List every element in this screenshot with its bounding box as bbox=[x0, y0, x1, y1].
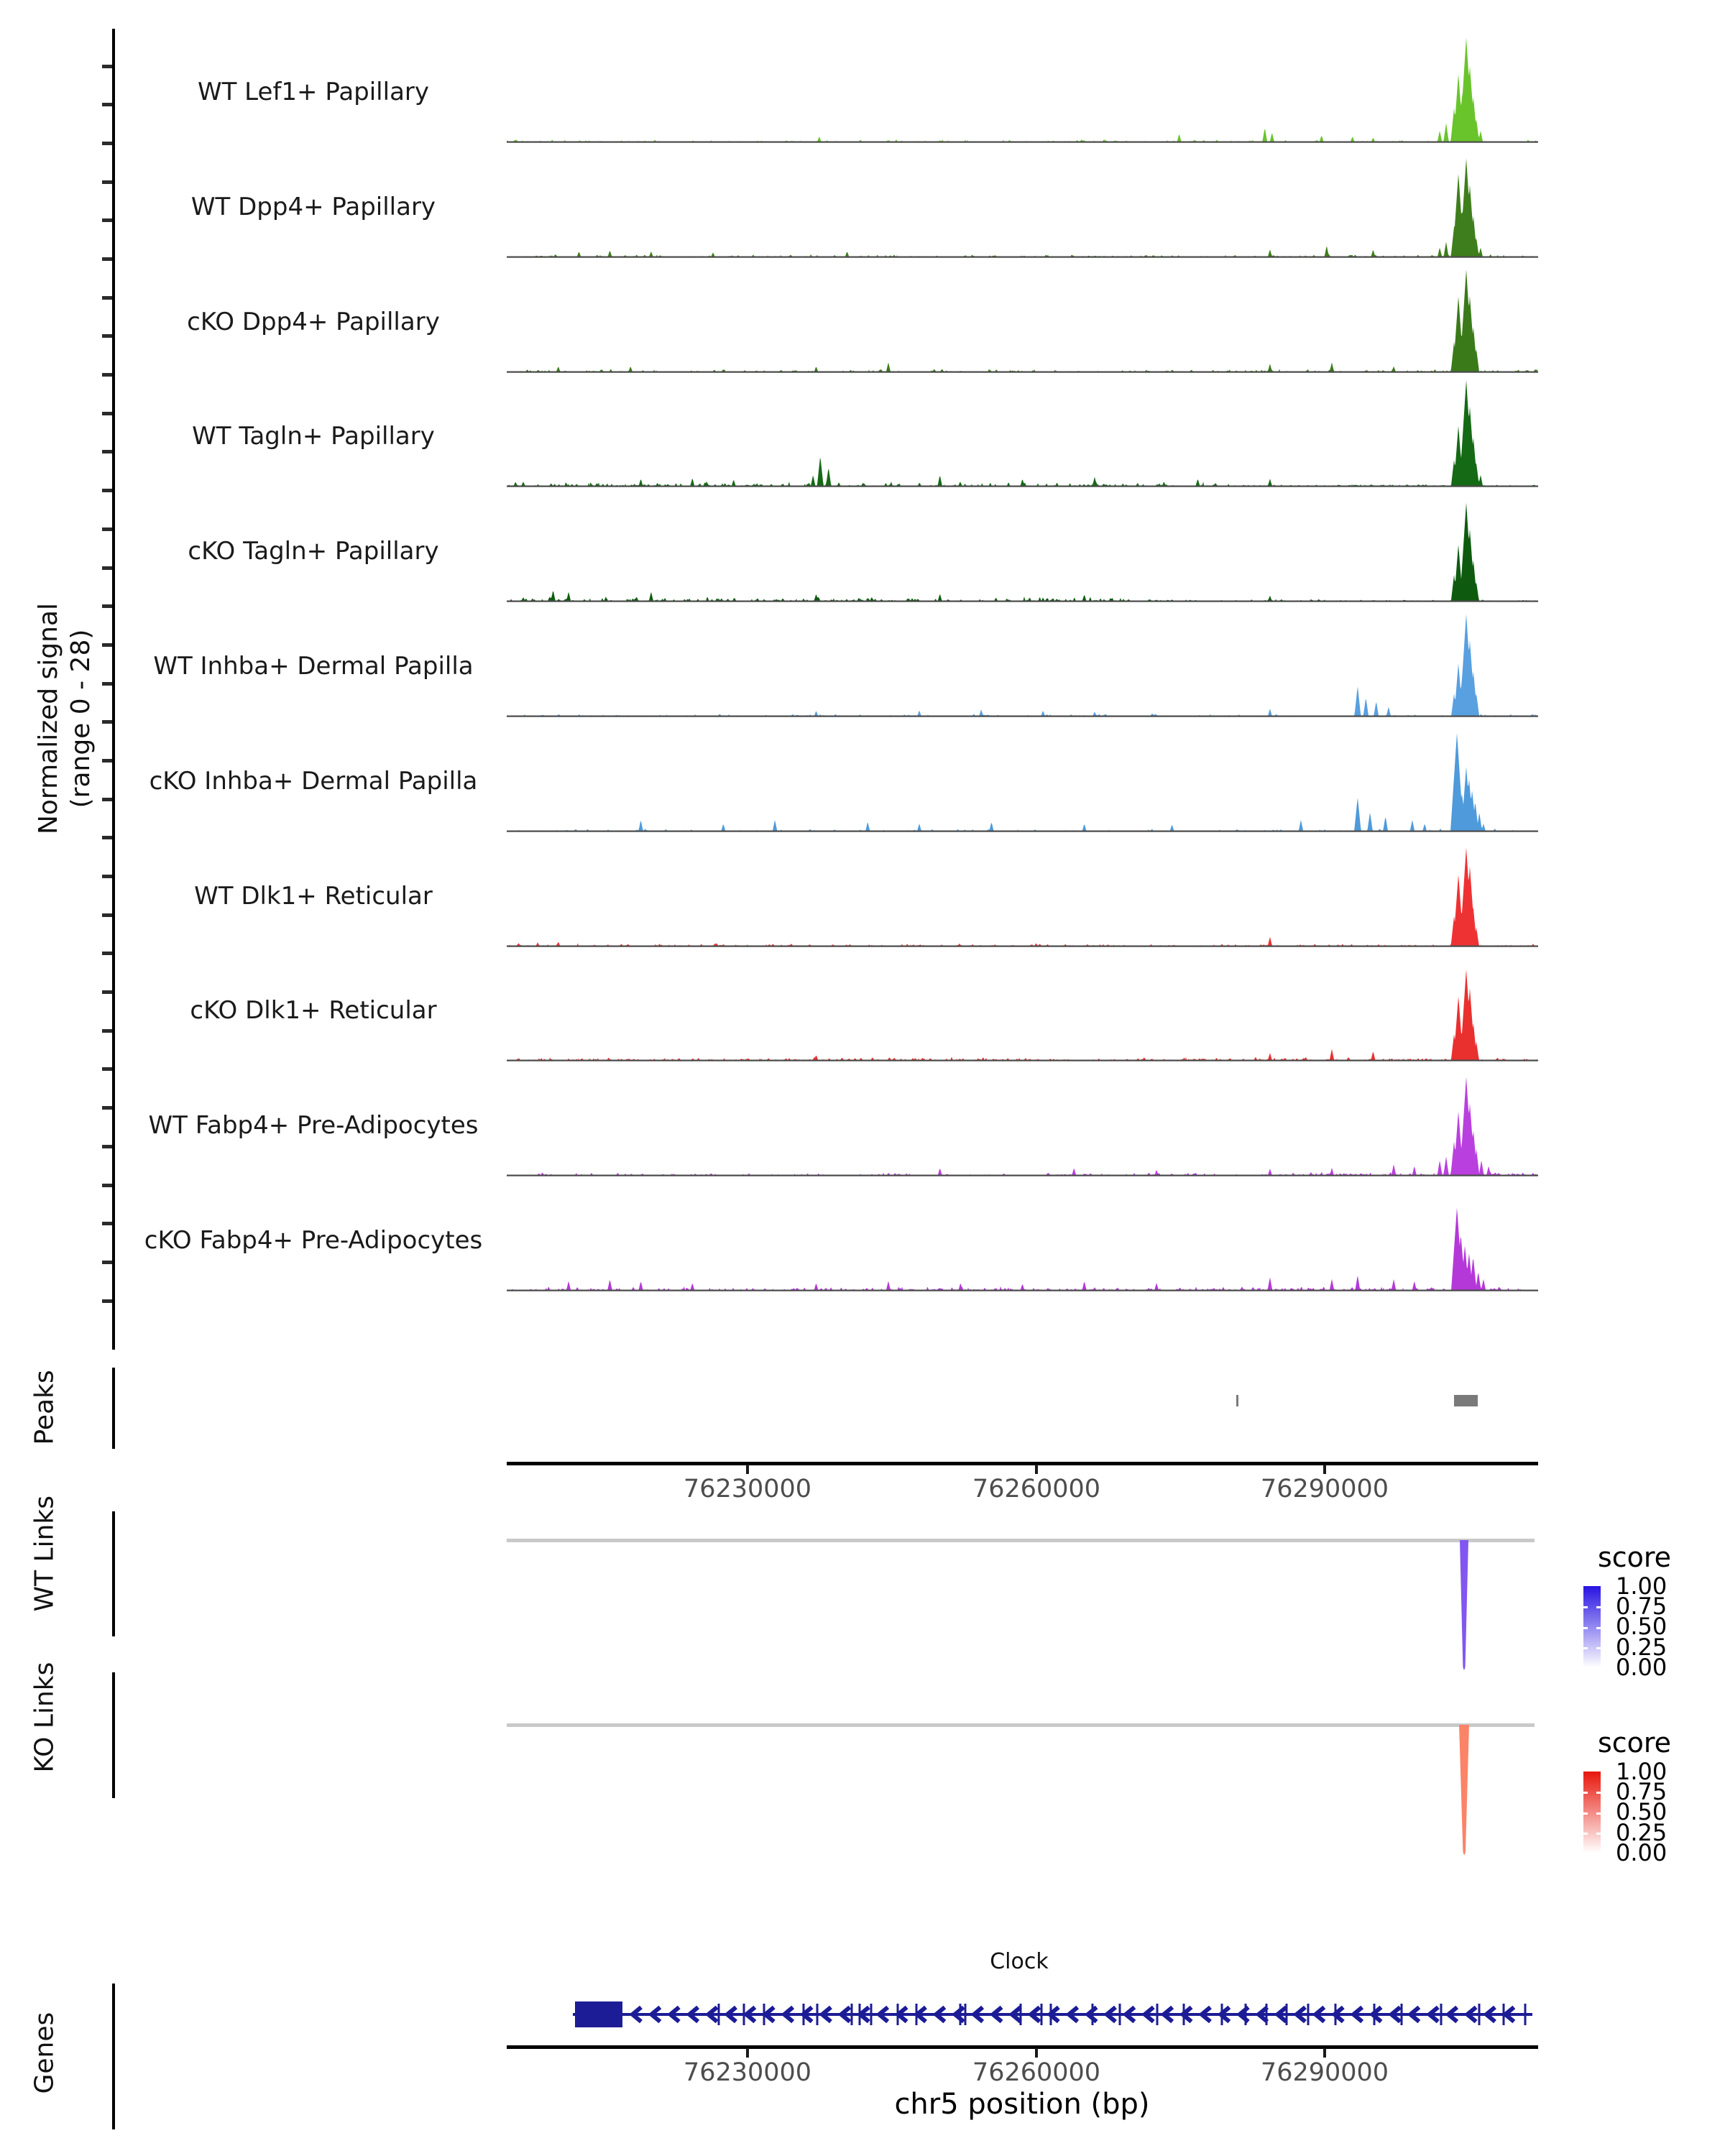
signal-area bbox=[507, 158, 1537, 257]
signal-axis-tick bbox=[102, 1029, 112, 1033]
track-baseline bbox=[507, 716, 1538, 717]
gene-exon-tick bbox=[851, 2004, 853, 2025]
gene-exon-tick bbox=[1478, 2004, 1481, 2025]
wt-links-section-label: WT Links bbox=[29, 1495, 60, 1612]
gene-exon-tick bbox=[1524, 2004, 1527, 2025]
legend-notch bbox=[1596, 1606, 1601, 1608]
signal-axis-tick bbox=[102, 798, 112, 801]
track-baseline bbox=[507, 486, 1538, 487]
legend-notch bbox=[1583, 1833, 1588, 1835]
signal-axis-tick bbox=[102, 759, 112, 763]
coverage-track-1 bbox=[507, 34, 1538, 144]
gene-exon-tick bbox=[1503, 2004, 1505, 2025]
x-axis-tick bbox=[746, 1465, 749, 1474]
wt-score-gradient-bar bbox=[1583, 1586, 1601, 1667]
signal-axis-tick bbox=[102, 1184, 112, 1187]
signal-area bbox=[507, 733, 1537, 831]
signal-axis-tick bbox=[102, 720, 112, 724]
x-axis-tick bbox=[1323, 2048, 1326, 2058]
track-baseline bbox=[507, 371, 1538, 372]
track-label: WT Lef1+ Papillary bbox=[197, 78, 430, 106]
wt-score-legend-title: score bbox=[1597, 1542, 1672, 1573]
track-label: cKO Dlk1+ Reticular bbox=[190, 996, 437, 1026]
signal-axis-tick bbox=[102, 643, 112, 647]
legend-notch bbox=[1596, 1812, 1601, 1815]
y-axis-label-line2: (range 0 - 28) bbox=[66, 629, 96, 808]
signal-area bbox=[507, 614, 1537, 716]
track-baseline bbox=[507, 601, 1538, 602]
signal-axis-tick bbox=[102, 180, 112, 184]
signal-axis-tick bbox=[102, 65, 112, 68]
genes-section-label: Genes bbox=[29, 2012, 60, 2094]
signal-axis-tick bbox=[102, 373, 112, 377]
ko-link-arc bbox=[1450, 1725, 1478, 1863]
signal-area bbox=[507, 1207, 1537, 1290]
legend-notch bbox=[1596, 1627, 1601, 1629]
legend-notch bbox=[1596, 1833, 1601, 1835]
upper-x-axis-line bbox=[507, 1462, 1538, 1465]
x-axis-tick-label: 76290000 bbox=[1260, 2058, 1389, 2087]
coverage-track-10 bbox=[507, 1068, 1538, 1177]
x-axis-tick-label: 76260000 bbox=[972, 2058, 1101, 2087]
ko-score-gradient-bar bbox=[1583, 1772, 1601, 1853]
coverage-track-7 bbox=[507, 724, 1538, 833]
signal-area bbox=[507, 969, 1537, 1061]
score-tick-label: 0.00 bbox=[1616, 1653, 1668, 1681]
gene-exon-tick bbox=[965, 2004, 967, 2025]
signal-axis-tick bbox=[102, 1145, 112, 1148]
coverage-track-3 bbox=[507, 264, 1538, 374]
score-tick-label: 0.50 bbox=[1616, 1613, 1668, 1641]
gene-exon-tick bbox=[1092, 2004, 1094, 2025]
score-tick-label: 0.75 bbox=[1616, 1778, 1668, 1806]
gene-exon-tick bbox=[870, 2004, 873, 2025]
signal-axis-tick bbox=[102, 142, 112, 145]
gene-exon-tick bbox=[743, 2004, 745, 2025]
track-baseline bbox=[507, 830, 1538, 831]
track-label: WT Tagln+ Papillary bbox=[192, 422, 435, 451]
track-baseline bbox=[507, 1060, 1538, 1061]
track-baseline bbox=[507, 142, 1538, 143]
gene-exon-tick bbox=[816, 2004, 819, 2025]
signal-axis-tick bbox=[102, 1299, 112, 1303]
signal-axis-tick bbox=[102, 875, 112, 878]
score-tick-label: 0.75 bbox=[1616, 1593, 1668, 1621]
genes-axis-line bbox=[112, 1984, 115, 2129]
signal-axis-tick bbox=[102, 913, 112, 917]
track-label: cKO Fabp4+ Pre-Adipocytes bbox=[144, 1226, 483, 1255]
signal-area bbox=[507, 270, 1537, 372]
x-axis-tick bbox=[1035, 1465, 1038, 1474]
gene-exon-tick bbox=[1401, 2004, 1403, 2025]
lower-x-axis-line bbox=[507, 2045, 1538, 2049]
ko-links-section-label: KO Links bbox=[29, 1662, 60, 1773]
x-axis-tick-label: 76230000 bbox=[683, 1475, 812, 1503]
track-baseline bbox=[507, 256, 1538, 257]
legend-notch bbox=[1596, 1792, 1601, 1794]
peak-interval bbox=[1454, 1395, 1478, 1406]
x-axis-tick-label: 76230000 bbox=[683, 2058, 812, 2087]
wt-links-axis-line bbox=[112, 1511, 115, 1636]
ko-links-axis-line bbox=[112, 1672, 115, 1798]
gene-exon-tick bbox=[960, 2004, 962, 2025]
y-axis-label-line1: Normalized signal bbox=[34, 602, 63, 835]
gene-exon-tick bbox=[1335, 2004, 1337, 2025]
gene-exon-tick bbox=[1119, 2004, 1121, 2025]
signal-area bbox=[507, 847, 1537, 946]
gene-exon-tick bbox=[1156, 2004, 1159, 2025]
gene-exon-box bbox=[575, 2001, 622, 2027]
coverage-track-2 bbox=[507, 149, 1538, 259]
score-tick-label: 1.00 bbox=[1616, 1758, 1668, 1785]
legend-notch bbox=[1583, 1792, 1588, 1794]
gene-exon-tick bbox=[1041, 2004, 1043, 2025]
track-label: cKO Tagln+ Papillary bbox=[188, 537, 439, 566]
ko-score-legend-title: score bbox=[1597, 1727, 1672, 1759]
gene-exon-tick bbox=[1050, 2004, 1052, 2025]
track-baseline bbox=[507, 1175, 1538, 1176]
track-label: cKO Dpp4+ Papillary bbox=[187, 307, 440, 336]
score-tick-label: 0.00 bbox=[1616, 1838, 1668, 1866]
signal-axis-tick bbox=[102, 412, 112, 415]
coverage-track-5 bbox=[507, 494, 1538, 603]
legend-notch bbox=[1583, 1647, 1588, 1649]
legend-notch bbox=[1596, 1647, 1601, 1649]
coverage-track-11 bbox=[507, 1183, 1538, 1292]
score-tick-label: 1.00 bbox=[1616, 1572, 1668, 1600]
signal-axis-tick bbox=[102, 836, 112, 839]
gene-exon-tick bbox=[1020, 2004, 1022, 2025]
gene-exon-tick bbox=[1307, 2004, 1310, 2025]
legend-notch bbox=[1583, 1812, 1588, 1815]
gene-exon-tick bbox=[803, 2004, 805, 2025]
legend-notch bbox=[1583, 1606, 1588, 1608]
gene-exon-tick bbox=[1221, 2004, 1223, 2025]
signal-axis-tick bbox=[102, 1067, 112, 1071]
peak-interval bbox=[1236, 1395, 1238, 1406]
gene-exon-tick bbox=[859, 2004, 861, 2025]
wt-links-baseline bbox=[507, 1539, 1535, 1542]
signal-axis-tick bbox=[102, 296, 112, 300]
signal-axis-tick bbox=[102, 604, 112, 608]
score-tick-label: 0.25 bbox=[1616, 1633, 1668, 1661]
score-tick-label: 0.50 bbox=[1616, 1798, 1668, 1826]
gene-exon-tick bbox=[718, 2004, 720, 2025]
gene-exon-tick bbox=[1440, 2004, 1443, 2025]
track-label: WT Fabp4+ Pre-Adipocytes bbox=[148, 1111, 479, 1141]
signal-area bbox=[507, 503, 1537, 602]
gene-exon-tick bbox=[1266, 2004, 1268, 2025]
coverage-track-6 bbox=[507, 609, 1538, 718]
peaks-axis-line bbox=[112, 1368, 115, 1449]
signal-axis-tick bbox=[102, 682, 112, 686]
track-label: WT Dpp4+ Papillary bbox=[190, 192, 436, 221]
signal-axis-tick bbox=[102, 952, 112, 955]
peaks-section-label: Peaks bbox=[29, 1370, 60, 1445]
x-axis-tick-label: 76260000 bbox=[972, 1475, 1101, 1503]
ko-links-baseline bbox=[507, 1723, 1535, 1727]
coverage-track-4 bbox=[507, 379, 1538, 488]
coverage-track-9 bbox=[507, 953, 1538, 1062]
track-baseline bbox=[507, 945, 1538, 946]
gene-exon-tick bbox=[897, 2004, 899, 2025]
gene-exon-tick bbox=[1245, 2004, 1247, 2025]
signal-area bbox=[507, 37, 1537, 142]
x-axis-tick bbox=[1323, 1465, 1326, 1474]
track-baseline bbox=[507, 1290, 1538, 1291]
coverage-track-8 bbox=[507, 839, 1538, 948]
signal-axis-tick bbox=[102, 528, 112, 531]
track-label: cKO Inhba+ Dermal Papilla bbox=[149, 766, 478, 796]
gene-exon-tick bbox=[916, 2004, 918, 2025]
gene-model-clock bbox=[507, 1991, 1538, 2041]
signal-area bbox=[507, 380, 1537, 487]
x-axis-tick bbox=[746, 2048, 749, 2058]
track-label: WT Inhba+ Dermal Papilla bbox=[153, 652, 474, 681]
gene-exon-tick bbox=[1183, 2004, 1185, 2025]
gene-exon-tick bbox=[1286, 2004, 1288, 2025]
score-tick-label: 0.25 bbox=[1616, 1818, 1668, 1846]
x-axis-tick-label: 76290000 bbox=[1260, 1475, 1389, 1503]
signal-axis-tick bbox=[102, 990, 112, 994]
wt-link-arc bbox=[1450, 1540, 1478, 1678]
legend-notch bbox=[1583, 1627, 1588, 1629]
track-label: WT Dlk1+ Reticular bbox=[194, 881, 433, 911]
signal-axis-tick bbox=[102, 489, 112, 492]
signal-axis-tick bbox=[102, 1261, 112, 1264]
signal-area bbox=[507, 1077, 1537, 1176]
gene-exon-tick bbox=[1374, 2004, 1376, 2025]
signal-y-axis-line bbox=[112, 29, 115, 1350]
x-axis-label: chr5 position (bp) bbox=[894, 2088, 1150, 2121]
gene-exon-tick bbox=[763, 2004, 765, 2025]
gene-name-label: Clock bbox=[990, 1949, 1049, 1974]
signal-axis-tick bbox=[102, 257, 112, 261]
x-axis-tick bbox=[1035, 2048, 1038, 2058]
